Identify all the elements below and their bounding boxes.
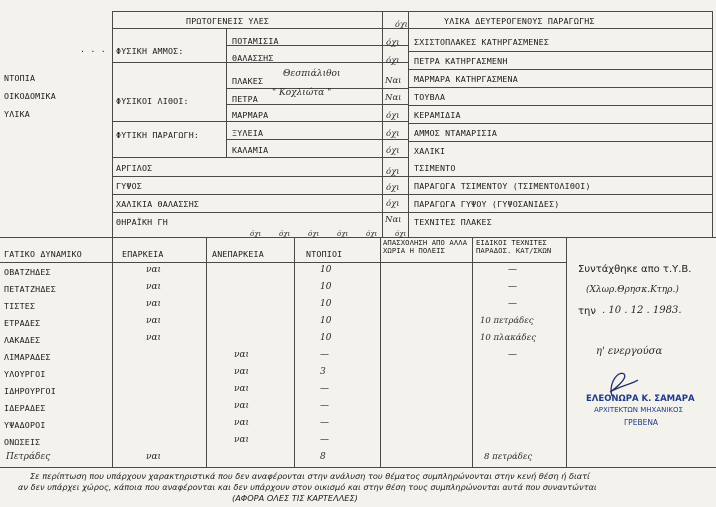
- secondary-item: ΠΑΡΑΓΩΓΑ ΤΣΙΜΕΝΤΟΥ (ΤΣΙΜΕΝΤΟΛΙΘΟΙ): [414, 181, 591, 191]
- left-label-3: ΥΛΙΚΑ: [4, 109, 30, 119]
- row-line: [408, 87, 712, 88]
- answer: Ναι: [385, 215, 402, 225]
- dots: . . .: [80, 44, 106, 54]
- sub-item-label: ΠΕΤΡΑ: [232, 94, 258, 104]
- adequate: ναι: [146, 333, 162, 343]
- locals: —: [320, 350, 329, 360]
- table-row: [0, 298, 566, 315]
- misc-item: ΑΡΓΙΛΟΣ: [116, 163, 153, 173]
- compiled-by-2: (Χλωρ.Θρησκ.Κτηρ.): [586, 285, 679, 295]
- locals: —: [320, 401, 329, 411]
- locals: 10: [320, 316, 332, 326]
- col-header-from-other: ΑΠΑΣΧΟΛΗΣΗ ΑΠΟ ΑΛΛΑ ΧΩΡΙΑ Η ΠΟΛΕΙΣ: [383, 238, 468, 255]
- secondary-item: ΧΑΛΙΚΙ: [414, 146, 446, 156]
- stamp-city: ΓΡΕΒΕΝΑ: [624, 418, 659, 427]
- secondary-item: ΤΕΧΝΙΤΕΣ ΠΛΑΚΕΣ: [414, 217, 492, 227]
- group-sand: ΦΥΣΙΚΗ ΑΜΜΟΣ:: [116, 46, 184, 56]
- trade: ΙΔΗΡΟΥΡΓΟΙ: [4, 386, 56, 396]
- col-left: [112, 11, 113, 237]
- col-right: [712, 11, 713, 237]
- primary-header: ΠΡΩΤΟΓΕΝΕΙΣ ΥΛΕΣ: [186, 16, 270, 26]
- answer: Ναι: [385, 76, 402, 86]
- special: 10 πετράδες: [480, 316, 534, 326]
- inadequate: ναι: [234, 435, 250, 445]
- sub-item-label: ΜΑΡΜΑΡΑ: [232, 110, 269, 120]
- answer: όχι: [395, 230, 407, 238]
- row-line: [112, 121, 408, 122]
- table-row: [0, 264, 566, 281]
- group-stones: ΦΥΣΙΚΟΙ ΛΙΘΟΙ:: [116, 96, 189, 106]
- misc-item: ΓΥΨΟΣ: [116, 181, 142, 191]
- answer: όχι: [386, 56, 400, 66]
- table-row: [0, 366, 566, 383]
- table-row: [0, 383, 566, 400]
- trade: Πετράδες: [6, 452, 51, 462]
- trade: ΟΒΑΤΖΗΔΕΣ: [4, 267, 51, 277]
- table-row: [0, 281, 566, 298]
- trade: ΕΤΡΑΔΕΣ: [4, 318, 41, 328]
- table-row: [0, 400, 566, 417]
- secondary-item: ΚΕΡΑΜΙΔΙΑ: [414, 110, 461, 120]
- secondary-item: ΑΜΜΟΣ ΝΤΑΜΑΡΙΣΙΑ: [414, 128, 498, 138]
- left-label-1: ΝΤΟΠΙΑ: [4, 73, 36, 83]
- col-header-locals: ΝΤΟΠΙΟΙ: [306, 249, 343, 259]
- answer: όχι: [337, 230, 349, 238]
- row-line: [112, 176, 408, 177]
- secondary-item: ΜΑΡΜΑΡΑ ΚΑΤΗΡΓΑΣΜΕΝΑ: [414, 74, 518, 84]
- sub-item-label: ΠΛΑΚΕΣ: [232, 76, 264, 86]
- locals: 8: [320, 452, 326, 462]
- answer: όχι: [250, 230, 262, 238]
- secondary-item: ΠΕΤΡΑ ΚΑΤΗΡΓΑΣΜΕΝΗ: [414, 56, 508, 66]
- table-row: [0, 315, 566, 332]
- answer: όχι: [395, 20, 408, 29]
- footer-line-2: αν δεν υπάρχει χώρος, κάποια που αναφέρονται και δεν υπάρχουν στον οικισμό και στην θέση τους συμπληρώνονται αυτά που συναντώνται: [18, 482, 597, 492]
- trade: ΠΕΤΑΤΖΗΔΕΣ: [4, 284, 56, 294]
- locals: —: [320, 435, 329, 445]
- inadequate: ναι: [234, 418, 250, 428]
- row-line: [408, 141, 712, 142]
- compiled-by: Συντάχθηκε απο τ.Υ.Β.: [578, 264, 692, 275]
- col-line: [566, 237, 567, 467]
- row-line: [226, 139, 408, 140]
- row-line: [408, 123, 712, 124]
- secondary-item: ΤΣΙΜΕΝΤΟ: [414, 163, 456, 173]
- answer: όχι: [386, 167, 400, 177]
- misc-item: ΘΗΡΑΪΚΗ ΓΗ: [116, 217, 168, 227]
- row-line: [408, 105, 712, 106]
- trade: ΛΙΜΑΡΑΔΕΣ: [4, 352, 51, 362]
- handwritten-stone: " Κοχλιώτα ": [272, 88, 332, 98]
- sub-item-label: ΞΥΛΕΙΑ: [232, 128, 264, 138]
- secondary-item: ΤΟΥΒΛΑ: [414, 92, 446, 102]
- inadequate: ναι: [234, 350, 250, 360]
- stamp-title: ΑΡΧΙΤΕΚΤΩΝ ΜΗΧΑΝΙΚΟΣ: [594, 406, 683, 414]
- col-header-inadequate: ΑΝΕΠΑΡΚΕΙΑ: [212, 249, 264, 259]
- table-row: [0, 451, 566, 467]
- row-line: [226, 104, 408, 105]
- special: 8 πετράδες: [484, 452, 533, 462]
- sub-item-label: ΘΑΛΑΣΣΗΣ: [232, 53, 274, 63]
- col-header-trade: ΓΑΤΙΚΟ ΔΥΝΑΜΙΚΟ: [4, 249, 82, 259]
- frame-top: [112, 11, 712, 12]
- answer: όχι: [386, 38, 400, 48]
- trade: ΥΛΟΥΡΓΟΙ: [4, 369, 46, 379]
- footer-line-1: Σε περίπτωση που υπάρχουν χαρακτηριστικά που δεν αναφέρονται στην ανάλυση του θέματος συμπληρώνονται στην κενή θέση ή διατί: [30, 471, 590, 481]
- locals: 10: [320, 333, 332, 343]
- misc-item: ΧΑΛΙΚΙΑ ΘΑΛΑΣΣΗΣ: [116, 199, 200, 209]
- answer: όχι: [386, 146, 400, 156]
- secondary-item: ΣΧΙΣΤΟΠΛΑΚΕΣ ΚΑΤΗΡΓΑΣΜΕΝΕΣ: [414, 37, 550, 47]
- answer: όχι: [386, 129, 400, 139]
- locals: 10: [320, 282, 332, 292]
- header-line: [0, 262, 566, 263]
- trade: ΥΨΑΔΟΡΟΙ: [4, 420, 46, 430]
- col-secondary: [408, 11, 409, 237]
- secondary-item: ΠΑΡΑΓΩΓΑ ΓΥΨΟΥ (ΓΥΨΟΣΑΝΙΔΕΣ): [414, 199, 560, 209]
- row-line: [408, 176, 712, 177]
- adequate: ναι: [146, 452, 162, 462]
- row-line: [408, 69, 712, 70]
- stamp-name: ΕΛΕΟΝΩΡΑ Κ. ΣΑΜΑΡΑ: [586, 394, 695, 404]
- row-line: [408, 194, 712, 195]
- inadequate: ναι: [234, 367, 250, 377]
- row-line: [112, 194, 408, 195]
- adequate: ναι: [146, 265, 162, 275]
- col-header-special: ΕΙΔΙΚΟΙ ΤΕΧΝΙΤΕΣ ΠΑΡΑΔΟΣ. ΚΑΤ/ΣΚΩΝ: [476, 238, 552, 255]
- adequate: ναι: [146, 282, 162, 292]
- header-underline: [112, 28, 712, 29]
- col-header-adequate: ΕΠΑΡΚΕΙΑ: [122, 249, 164, 259]
- adequate: ναι: [146, 316, 162, 326]
- secondary-header: ΥΛΙΚΑ ΔΕΥΤΕΡΟΓΕΝΟΥΣ ΠΑΡΑΓΩΓΗΣ: [444, 16, 595, 26]
- table-row: [0, 417, 566, 434]
- date-prefix: την: [578, 306, 596, 317]
- group-plant: ΦΥΤΙΚΗ ΠΑΡΑΓΩΓΗ:: [116, 130, 200, 140]
- inadequate: ναι: [234, 384, 250, 394]
- the-person: η' ενεργούσα: [596, 346, 663, 357]
- special: —: [508, 299, 517, 309]
- locals: —: [320, 418, 329, 428]
- trade: ΙΔΕΡΑΔΕΣ: [4, 403, 46, 413]
- sub-item-label: ΚΑΛΑΜΙΑ: [232, 145, 269, 155]
- locals: —: [320, 384, 329, 394]
- locals: 10: [320, 265, 332, 275]
- answer: όχι: [366, 230, 378, 238]
- bottom-line: [0, 467, 716, 468]
- adequate: ναι: [146, 299, 162, 309]
- trade: ΛΑΚΑΔΕΣ: [4, 335, 41, 345]
- special: —: [508, 282, 517, 292]
- answer: όχι: [386, 111, 400, 121]
- section-divider: [0, 237, 716, 238]
- answer: όχι: [279, 230, 291, 238]
- sub-item-label: ΠΟΤΑΜΙΣΙΑ: [232, 36, 279, 46]
- special: —: [508, 350, 517, 360]
- row-line: [112, 212, 408, 213]
- table-row: [0, 434, 566, 451]
- footer-line-3: (ΑΦΟΡΑ ΟΛΕΣ ΤΙΣ ΚΑΡΤΕΛΛΕΣ): [232, 493, 358, 503]
- row-line: [408, 212, 712, 213]
- handwritten-slabs: Θεσπιάλιθοι: [283, 69, 341, 79]
- trade: ΤΙΣΤΕΣ: [4, 301, 36, 311]
- row-line: [408, 51, 712, 52]
- left-label-2: ΟΙΚΟΔΟΜΙΚΑ: [4, 91, 56, 101]
- row-line: [112, 157, 408, 158]
- locals: 3: [320, 367, 326, 377]
- table-row: [0, 349, 566, 366]
- trade: ΟΝΩΣΕΙΣ: [4, 437, 41, 447]
- locals: 10: [320, 299, 332, 309]
- answer: όχι: [308, 230, 320, 238]
- answer: όχι: [386, 183, 400, 193]
- date: . 10 . 12 . 1983.: [602, 305, 682, 316]
- special: 10 πλακάδες: [480, 333, 536, 343]
- answer: όχι: [386, 199, 400, 209]
- inadequate: ναι: [234, 401, 250, 411]
- special: —: [508, 265, 517, 275]
- answer: Ναι: [385, 93, 402, 103]
- table-row: [0, 332, 566, 349]
